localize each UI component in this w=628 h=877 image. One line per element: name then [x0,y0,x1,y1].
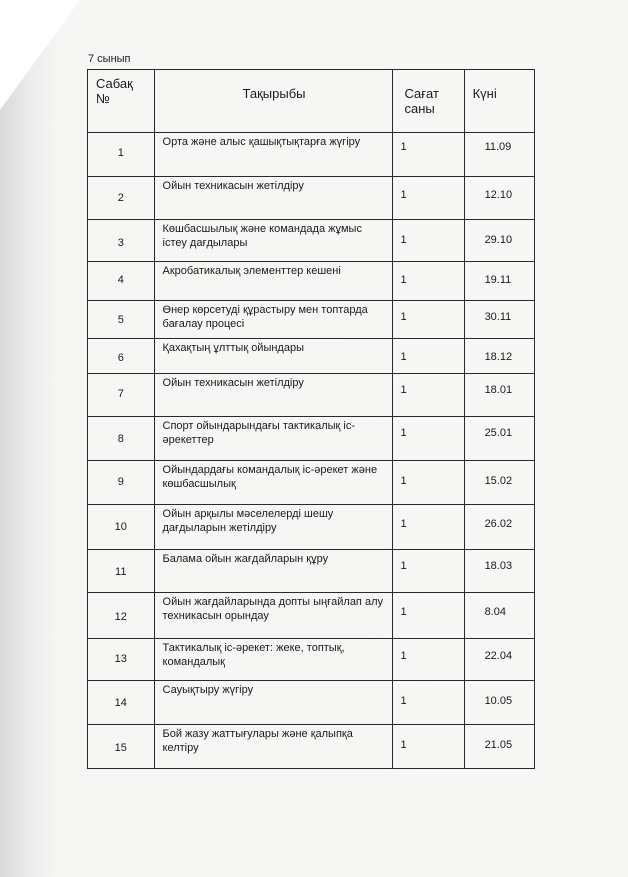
lesson-number-cell [88,220,155,262]
lesson-number-cell [88,505,155,550]
header-topic: Тақырыбы [154,70,392,133]
date-cell-text: 11.09 [484,141,512,153]
topic-cell [154,725,392,769]
folded-corner [0,0,80,110]
hours-cell [392,593,464,639]
header-hours: Сағат саны [392,70,464,133]
date-cell [464,461,534,505]
topic-cell-text: Ойындардағы командалық іс-әрекет және көшбасшылық [162,464,378,490]
topic-cell-text: Орта және алыс қашықтықтарға жүгіру [162,136,361,148]
lesson-number-cell-text: 15 [114,742,127,754]
topic-cell-text: Балама ойын жағдайларын құру [162,553,329,565]
table-row [88,505,535,550]
table-row [88,301,535,339]
topic-cell-text: Ойын арқылы мәселелерді шешу дағдыларын жетілдіру [162,508,334,534]
hours-cell-text: 1 [400,311,407,323]
topic-cell [154,262,392,301]
lesson-number-cell-text: 7 [117,388,124,400]
lesson-number-cell-text: 3 [117,237,124,249]
hours-cell-text: 1 [400,234,407,246]
lesson-plan-table [87,69,535,769]
date-cell [464,220,534,262]
hours-cell-text: 1 [400,141,407,153]
table-row [88,639,535,681]
date-cell [464,301,534,339]
date-cell-text: 18.03 [484,560,513,572]
date-cell-text: 19.11 [484,274,512,286]
date-cell-text: 25.01 [484,427,513,439]
topic-cell-text: Ойын жағдайларында допты ыңғайлап алу техникасын орындау [162,596,383,622]
date-cell [464,133,534,177]
topic-cell-text: Өнер көрсетуді құрастыру мен топтарда бағалау процесі [162,304,368,330]
date-cell-text: 21.05 [484,739,513,751]
topic-cell [154,301,392,339]
topic-cell-text: Бой жазу жаттығулары және қалыпқа келтіру [162,728,353,754]
date-cell [464,417,534,461]
lesson-number-cell-text: 4 [117,274,124,286]
header-date: Күні [464,70,534,133]
topic-cell [154,505,392,550]
topic-cell [154,417,392,461]
lesson-number-cell-text: 10 [114,521,127,533]
topic-cell-text: Спорт ойындарындағы тактикалық іс-әрекеттер [162,420,356,446]
hours-cell [392,461,464,505]
topic-cell [154,177,392,220]
lesson-number-cell [88,461,155,505]
topic-cell [154,681,392,725]
table-row [88,461,535,505]
hours-cell-text: 1 [400,560,407,572]
topic-cell [154,461,392,505]
hours-cell-text: 1 [400,427,407,439]
hours-cell-text: 1 [400,606,407,618]
lesson-number-cell-text: 8 [117,433,124,445]
table-row [88,133,535,177]
class-label: 7 сынып [88,53,131,65]
lesson-number-cell [88,339,155,374]
lesson-number-cell-text: 5 [117,314,124,326]
lesson-number-cell [88,681,155,725]
date-cell-text: 30.11 [484,311,512,323]
date-cell [464,593,534,639]
table-row [88,374,535,417]
date-cell-text: 22.04 [484,650,513,662]
lesson-number-cell-text: 2 [117,192,124,204]
date-cell [464,374,534,417]
date-cell [464,505,534,550]
hours-cell-text: 1 [400,650,407,662]
lesson-number-cell [88,725,155,769]
lesson-number-cell-text: 1 [117,147,124,159]
topic-cell-text: Тактикалық іс-әрекет: жеке, топтық, командалық [162,642,345,668]
hours-cell [392,177,464,220]
topic-cell-text: Сауықтыру жүгіру [162,684,254,696]
hours-cell [392,262,464,301]
lesson-number-cell [88,177,155,220]
lesson-number-cell [88,262,155,301]
topic-cell [154,339,392,374]
topic-cell [154,374,392,417]
hours-cell [392,301,464,339]
hours-cell-text: 1 [400,695,407,707]
date-cell [464,339,534,374]
lesson-number-cell [88,301,155,339]
hours-cell [392,339,464,374]
hours-cell [392,220,464,262]
table-row [88,593,535,639]
hours-cell [392,505,464,550]
table-row [88,220,535,262]
date-cell [464,725,534,769]
hours-cell [392,725,464,769]
date-cell [464,681,534,725]
date-cell-text: 15.02 [484,475,513,487]
lesson-number-cell [88,417,155,461]
topic-cell-text: Ойын техникасын жетілдіру [162,180,304,192]
table-row [88,262,535,301]
table-row [88,550,535,593]
lesson-number-cell [88,550,155,593]
date-cell-text: 26.02 [484,518,513,530]
date-cell-text: 29.10 [484,234,513,246]
table-row [88,417,535,461]
header-lesson-number: Сабақ № [88,70,155,133]
lesson-number-cell-text: 12 [114,611,127,623]
topic-cell [154,593,392,639]
date-cell [464,262,534,301]
topic-cell-text: Көшбасшылық және командада жұмыс істеу дағдылары [162,223,362,249]
date-cell-text: 12.10 [484,189,513,201]
hours-cell [392,374,464,417]
topic-cell [154,133,392,177]
hours-cell-text: 1 [400,351,407,363]
topic-cell-text: Қахақтың ұлттық ойындары [162,342,304,354]
lesson-number-cell-text: 14 [114,697,127,709]
lesson-number-cell [88,639,155,681]
date-cell [464,550,534,593]
lesson-number-cell [88,593,155,639]
hours-cell-text: 1 [400,384,407,396]
topic-cell [154,220,392,262]
lesson-number-cell [88,374,155,417]
date-cell [464,639,534,681]
hours-cell [392,550,464,593]
hours-cell-text: 1 [400,189,407,201]
hours-cell-text: 1 [400,475,407,487]
date-cell [464,177,534,220]
table-row [88,725,535,769]
table-row [88,681,535,725]
lesson-number-cell-text: 13 [114,653,127,665]
topic-cell-text: Ойын техникасын жетілдіру [162,377,304,389]
lesson-number-cell-text: 6 [117,352,124,364]
hours-cell-text: 1 [400,739,407,751]
lesson-number-cell-text: 11 [115,566,127,578]
lesson-number-cell [88,133,155,177]
date-cell-text: 18.12 [484,351,513,363]
topic-cell [154,550,392,593]
hours-cell [392,133,464,177]
table-row [88,177,535,220]
hours-cell [392,681,464,725]
hours-cell-text: 1 [400,518,407,530]
hours-cell-text: 1 [400,274,407,286]
table-header-row [88,70,535,133]
table-row [88,339,535,374]
hours-cell [392,639,464,681]
date-cell-text: 8.04 [484,606,506,618]
topic-cell [154,639,392,681]
topic-cell-text: Акробатикалық элементтер кешені [162,265,341,277]
date-cell-text: 10.05 [484,695,513,707]
lesson-number-cell-text: 9 [117,476,124,488]
hours-cell [392,417,464,461]
date-cell-text: 18.01 [484,384,513,396]
